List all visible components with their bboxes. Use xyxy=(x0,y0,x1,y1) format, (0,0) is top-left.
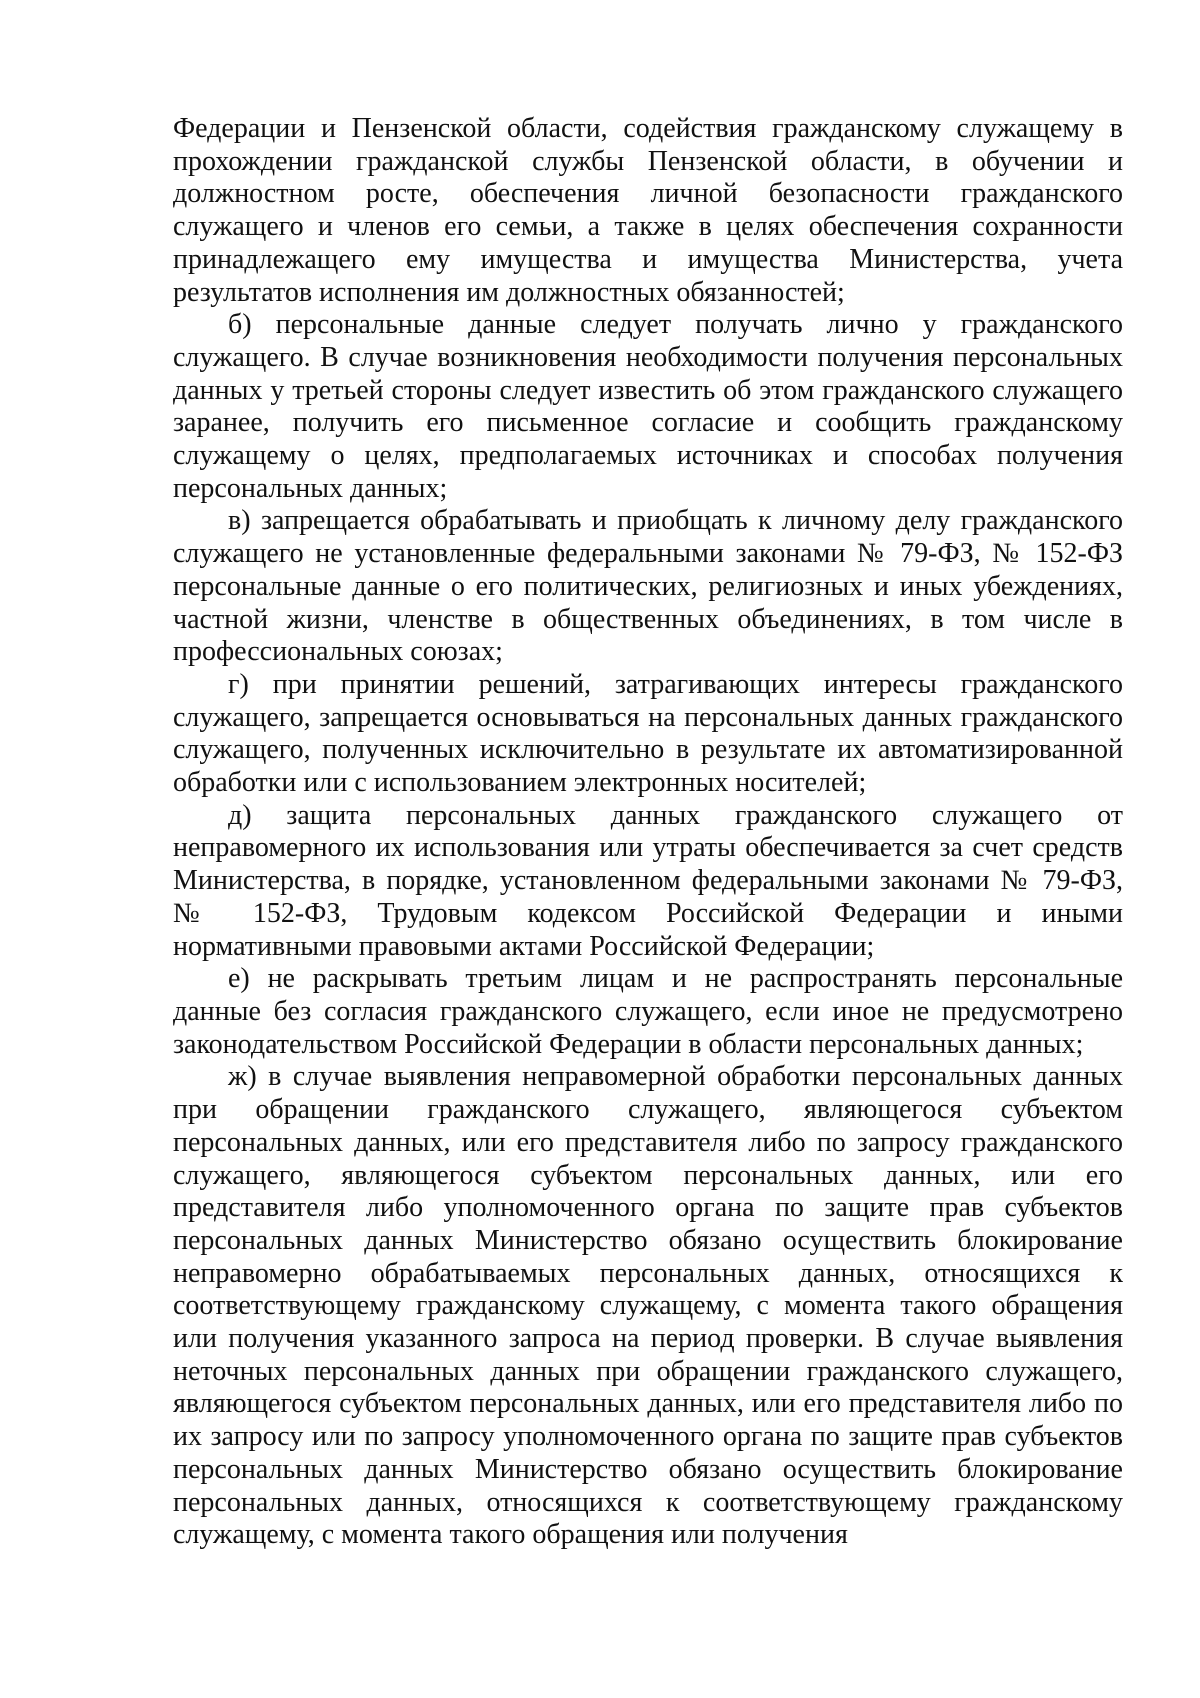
paragraph-b: б) персональные данные следует получать лично у гражданского служащего. В случае возникновения необходимости получения персональных данных у третьей стороны следует известить об этом гражданского служащего заранее, получить его письменное согласие и сообщить гражданскому служащему о целях, предполагаемых источниках и способах получения персональных данных; xyxy=(173,309,1123,504)
paragraph-continuation: Федерации и Пензенской области, содействия гражданскому служащему в прохождении гражданской службы Пензенской области, в обучении и должностном росте, обеспечения личной безопасности гражданского служащего и членов его семьи, а также в целях обеспечения сохранности принадлежащего ему имущества и имущества Министерства, учета результатов исполнения им должностных обязанностей; xyxy=(173,113,1123,308)
paragraph-e: е) не раскрывать третьим лицам и не распространять персональные данные без согласия гражданского служащего, если иное не предусмотрено законодательством Российской Федерации в области персональных данных; xyxy=(173,963,1123,1060)
paragraph-v: в) запрещается обрабатывать и приобщать к личному делу гражданского служащего не установленные федеральными законами № 79-ФЗ, № 152-ФЗ персональные данные о его политических, религиозных и иных убеждениях, частной жизни, членстве в общественных объединениях, в том числе в профессиональных союзах; xyxy=(173,505,1123,668)
paragraph-g: г) при принятии решений, затрагивающих интересы гражданского служащего, запрещается основываться на персональных данных гражданского служащего, полученных исключительно в результате их автоматизированной обработки или с использованием электронных носителей; xyxy=(173,668,1123,799)
paragraph-zh: ж) в случае выявления неправомерной обработки персональных данных при обращении гражданского служащего, являющегося субъектом персональных данных, или его представителя либо по запросу гражданского служащего, являющегося субъектом персональных данных, или его представителя либо уполномоченного органа по защите прав субъектов персональных данных Министерство обязано осуществить блокирование неправомерно обрабатываемых персональных данных, относящихся к соответствующему гражданскому служащему, с момента такого обращения или получения указанного запроса на период проверки. В случае выявления неточных персональных данных при обращении гражданского служащего, являющегося субъектом персональных данных, или его представителя либо по их запросу или по запросу уполномоченного органа по защите прав субъектов персональных данных Министерство обязано осуществить блокирование персональных данных, относящихся к соответствующему гражданскому служащему, с момента такого обращения или получения xyxy=(173,1061,1123,1551)
document-body xyxy=(173,113,1123,1552)
paragraph-d: д) защита персональных данных гражданского служащего от неправомерного их использования или утраты обеспечивается за счет средств Министерства, в порядке, установленном федеральными законами № 79-ФЗ, № 152-ФЗ, Трудовым кодексом Российской Федерации и иными нормативными правовыми актами Российской Федерации; xyxy=(173,799,1123,962)
